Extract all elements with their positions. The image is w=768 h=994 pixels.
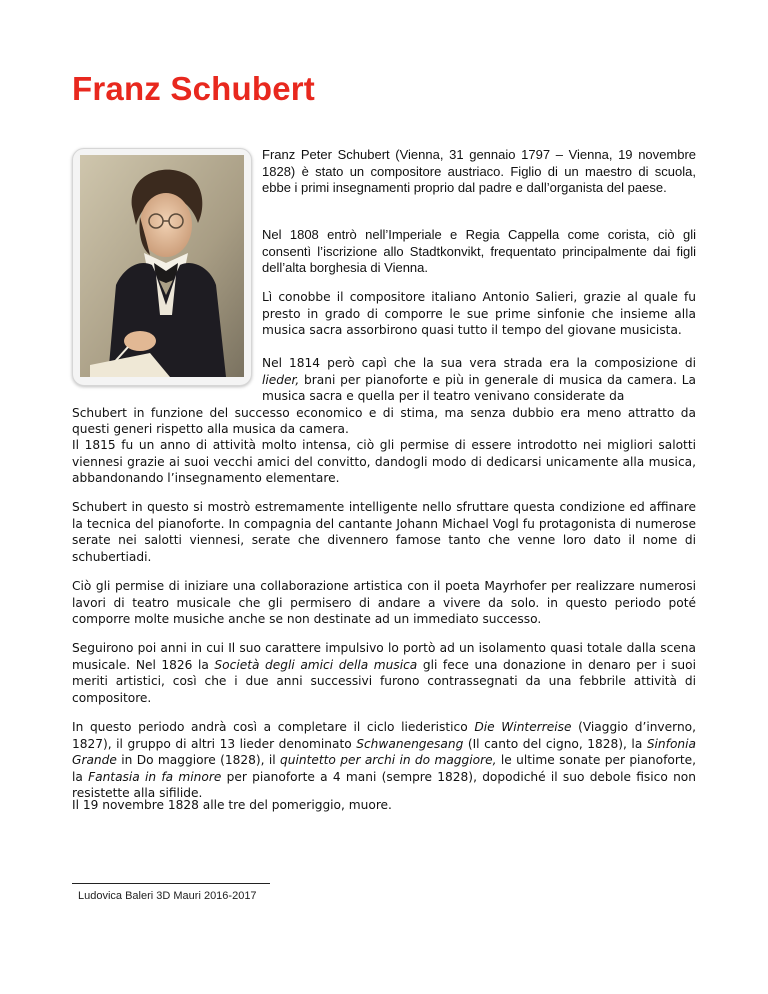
- text-span: le ultime sonate per pianoforte, la: [72, 753, 696, 784]
- footnote-divider: [72, 883, 270, 884]
- paragraph-works: [72, 719, 696, 802]
- text-span: in Do maggiore (1828), il: [116, 753, 281, 767]
- emphasis-societa: Società degli amici della musica: [214, 657, 418, 672]
- text-span: Seguirono poi anni in cui Il suo carattere impulsivo lo portò ad un isolamento quasi totale dalla scena musicale. Nel 1826 la: [72, 641, 696, 672]
- emphasis-sinfonia: Sinfonia Grande: [72, 736, 696, 767]
- text-span: Schubert in funzione del successo economico e di stima, ma senza dubbio era meno attratto da questi generi rispetto alla musica da camera.: [72, 405, 696, 436]
- emphasis-winterreise: Die Winterreise: [474, 720, 572, 734]
- text-span: In questo periodo andrà così a completare il ciclo liederistico: [72, 720, 475, 734]
- text-span: brani per pianoforte e più in generale di musica da camera. La musica sacra e quella per il teatro venivano considerate da: [262, 372, 696, 403]
- portrait-image: [72, 148, 252, 386]
- emphasis-lieder: lieder,: [262, 372, 300, 387]
- paragraph-cappella: Nel 1808 entrò nell’Imperiale e Regia Cappella come corista, ciò gli consentì l’iscrizione allo Stadtkonvikt, frequentato principalmente dai figli dell’alta borghesia di Vienna.: [262, 227, 696, 275]
- paragraph-death: Il 19 novembre 1828 alle tre del pomeriggio, muore.: [72, 798, 392, 812]
- schubert-portrait-illustration: [80, 155, 244, 377]
- footnote: Ludovica Baleri 3D Mauri 2016-2017: [78, 890, 257, 902]
- paragraph-1815: Il 1815 fu un anno di attività molto intensa, ciò gli permise di essere introdotto nei migliori salotti viennesi grazie ai suoi vecchi amici del convitto, dandogli modo di dedicarsi unicamente alla musica, abbandonando l’insegnamento elementare.: [72, 438, 696, 485]
- paragraph-mayrhofer: Ciò gli permise di iniziare una collaborazione artistica con il poeta Mayrhofer per realizzare numerosi lavori di teatro musicale che gli permisero di andare a vivere da solo. in questo periodo poté comporre molte musiche anche se non destinate ad un immediato successo.: [72, 579, 696, 626]
- emphasis-quintetto: quintetto per archi in do maggiore,: [280, 753, 497, 767]
- emphasis-schwanengesang: Schwanengesang: [356, 736, 464, 751]
- text-span: (Viaggio d’inverno, 1827), il gruppo di altri 13 lieder denominato: [72, 720, 696, 751]
- text-span: Nel 1814 però capì che la sua vera strada era la composizione di: [262, 356, 696, 370]
- paragraph-schubertiadi: Schubert in questo si mostrò estremamente intelligente nello sfruttare questa condizione ed affinare la tecnica del pianoforte. In compagnia del cantante Johann Michael Vogl fu protagonista di numerose serate nei salotti viennesi, serate che divennero famose tanto che venne loro dato il nome di schubertiadi.: [72, 500, 696, 564]
- paragraph-salieri: Lì conobbe il compositore italiano Antonio Salieri, grazie al quale fu presto in grado di comporre le sue prime sinfonie che insieme alla musica sacra assorbirono quasi tutto il tempo del giovane musicista.: [262, 290, 696, 337]
- text-span: per pianoforte a 4 mani (sempre 1828), dopodiché il suo debole fisico non resistette alla sifilide.: [72, 769, 696, 800]
- paragraph-societa: [72, 640, 696, 706]
- emphasis-fantasia: Fantasia in fa minore: [88, 769, 222, 784]
- text-span: gli fece una donazione in denaro per i suoi meriti artistici, così che i due anni successivi furono contrassegnati da una febbrile attività di compositore.: [72, 657, 696, 705]
- paragraph-lieder: [72, 355, 696, 438]
- text-span: (Il canto del cigno, 1828), la: [463, 736, 647, 751]
- page-title: Franz Schubert: [72, 70, 316, 107]
- paragraph-intro: Franz Peter Schubert (Vienna, 31 gennaio 1797 – Vienna, 19 novembre 1828) è stato un compositore austriaco. Figlio di un maestro di scuola, ebbe i primi insegnamenti proprio dal padre e dall’organista del paese.: [262, 147, 696, 195]
